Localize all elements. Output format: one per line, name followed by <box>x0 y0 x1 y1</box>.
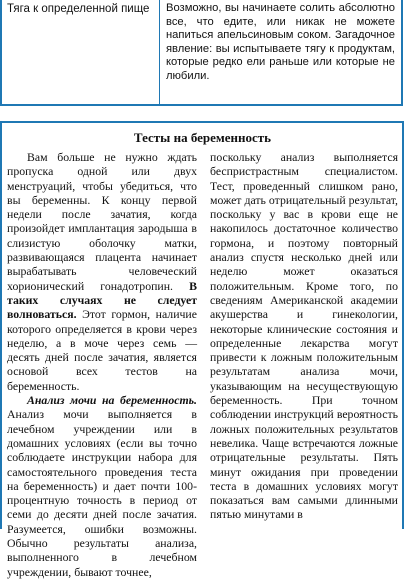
intro-text-start: Вам больше не нужно ждать пропуска одной или двух менструаций, чтобы убедиться, что вы беременны. К концу первой недели после зачатия, когда произойдет имплантация зародыша в слизистую оболочку матки, развивающаяся плацента начинает вырабатывать человеческий хорионический гонадотропин. <box>7 150 197 293</box>
symptom-description-cell: Возможно, вы начинаете солить абсолютно все, что едите, или никак не можете напиться апельсиновым соком. Загадочное явление: вы испытываете тягу к продуктам, которые редко ели раньше или которые не любили. <box>166 2 395 82</box>
urine-test-heading: Анализ мочи на беременность. <box>27 393 197 408</box>
paragraph-intro <box>7 150 197 393</box>
symptom-table-row <box>0 0 403 106</box>
urine-test-text: Анализ мочи выполняется в лечебном учреждении или в домашних условиях (если вы точно соблюдаете инструкции набора для самостоятельного проведения теста на беременность) и дает почти 100-процентную точность в период от семи до десяти дней после зачатия. Разумеется, ошибки возможны. Обычно результаты анализа, выполненного в лечебном учреждении, бывают точнее, <box>7 407 197 579</box>
symptom-name-cell: Тяга к определенной пище <box>2 0 160 104</box>
article-column-right <box>210 150 398 529</box>
article-title: Тесты на беременность <box>133 130 272 145</box>
intro-text-end: Этот гормон, наличие которого определяется в крови через неделю, а в моче через семь — десять дней после зачатия, является основой всех тестов на беременность. <box>7 307 197 393</box>
article-column-left <box>7 150 197 579</box>
paragraph-urine-test <box>7 393 197 579</box>
paragraph-continued: поскольку анализ выполняется беспристрастным специалистом. Тест, проведенный слишком рано, может дать отрицательный результат, поскольку у вас в крови еще не накопилось достаточное количество гормона, и поэтому повторный анализ спустя несколько дней или неделю может оказаться положительным. Кроме того, по сведениям Американской академии акушерства и гинекологии, некоторые клинические состояния и определенные лекарства могут привести к ложным положительным результатам анализа мочи, указывающим на несуществующую беременность. При точном соблюдении инструкций вероятность ложных положительных результатов невелика. Чаще встречаются ложные отрицательные результаты. Пять минут ожидания при проведении теста в домашних условиях могут показаться вам самыми длинными пятью минутами в <box>210 150 398 522</box>
intro-bold-note: В таких случаях не следует волноваться. <box>7 278 197 322</box>
